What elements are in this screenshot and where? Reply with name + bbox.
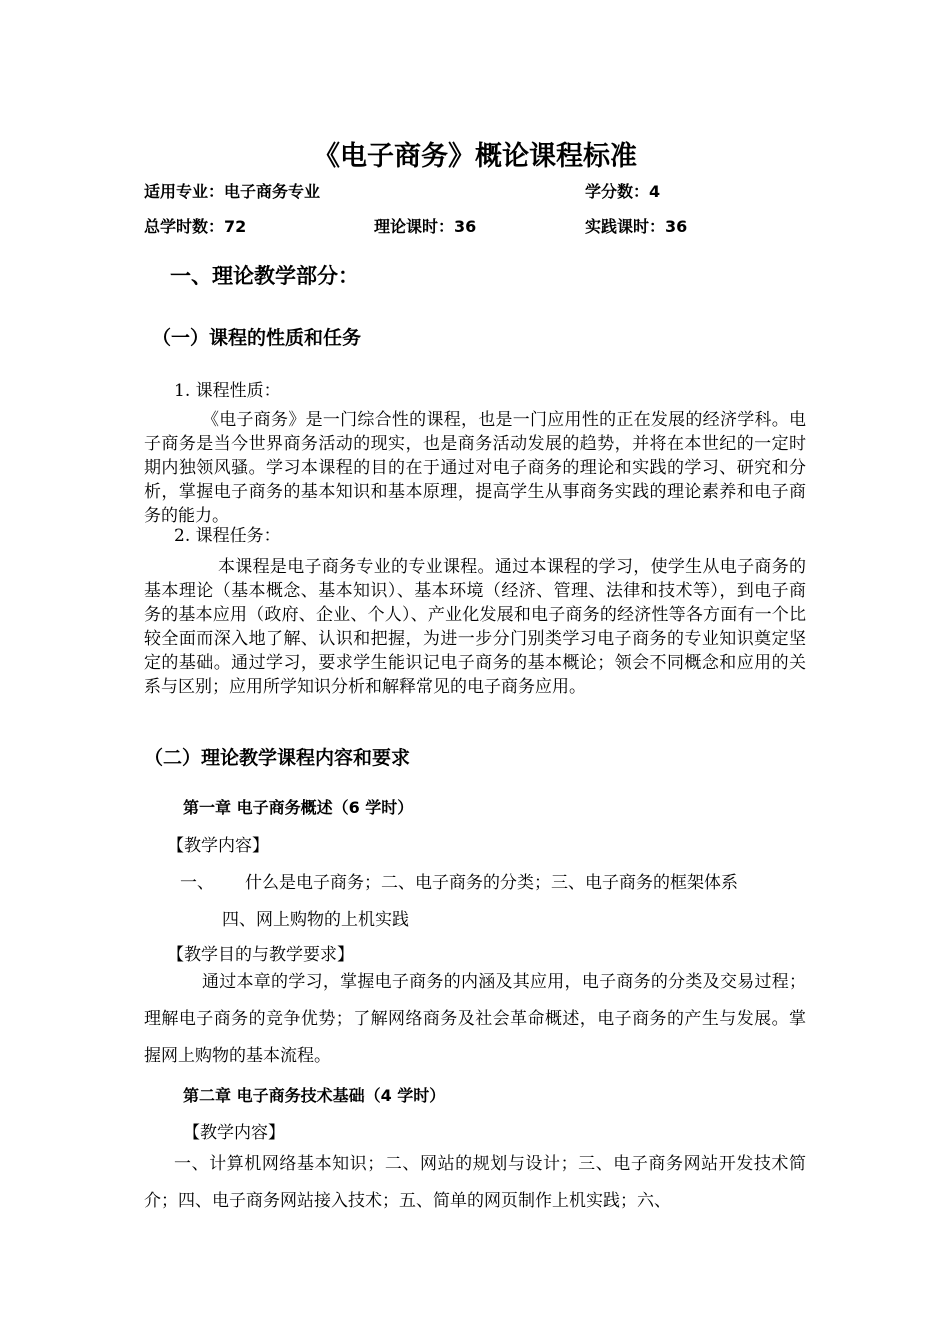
chapter1-content-label: 【教学内容】 [167,836,269,856]
chapter2-title: 第二章 电子商务技术基础（4 学时） [183,1086,446,1105]
item-label-nature: 1. 课程性质： [174,381,281,401]
section-heading-theory: 一、理论教学部分： [170,264,359,288]
chapter1-title: 第一章 电子商务概述（6 学时） [183,798,414,817]
chapter2-content-label: 【教学内容】 [183,1123,285,1143]
item-label-task: 2. 课程任务： [174,526,281,546]
chapter1-content-line2: 四、网上购物的上机实践 [222,910,409,930]
theory-hours: 理论课时：36 [374,217,477,236]
chapter1-goals-label: 【教学目的与教学要求】 [167,945,354,965]
practice-hours: 实践课时：36 [585,217,688,236]
total-hours: 总学时数：72 [144,217,247,236]
chapter2-content-paragraph: 一、计算机网络基本知识；二、网站的规划与设计；三、电子商务网站开发技术简介；四、电子商务网站接入技术；五、简单的网页制作上机实践；六、 [144,1154,806,1211]
subsection-heading-content: （二）理论教学课程内容和要求 [144,747,411,769]
paragraph-task: 本课程是电子商务专业的专业课程。通过本课程的学习，使学生从电子商务的基本理论（基本概念、基本知识）、基本环境（经济、管理、法律和技术等），到电子商务的基本应用（政府、企业、个人）、产业化发展和电子商务的经济性等各方面有一个比较全面而深入地了解、认识和把握，为进一步分门别类学习电子商务的专业知识奠定坚定的基础。通过学习，要求学生能识记电子商务的基本概论；领会不同概念和应用的关系与区别；应用所学知识分析和解释常见的电子商务应用。 [144,557,806,697]
document-title: 《电子商务》概论课程标准 [313,141,637,172]
subsection-heading-nature: （一）课程的性质和任务 [152,327,362,349]
chapter1-content-number: 一、 [180,873,214,893]
chapter1-goals-paragraph: 通过本章的学习，掌握电子商务的内涵及其应用，电子商务的分类及交易过程；理解电子商务的竞争优势；了解网络商务及社会革命概述，电子商务的产生与发展。掌握网上购物的基本流程。 [144,972,806,1066]
chapter1-content-line1: 什么是电子商务；二、电子商务的分类；三、电子商务的框架体系 [245,873,738,893]
credits: 学分数：4 [585,182,661,201]
paragraph-nature: 《电子商务》是一门综合性的课程，也是一门应用性的正在发展的经济学科。电子商务是当今世界商务活动的现实，也是商务活动发展的趋势，并将在本世纪的一定时期内独领风骚。学习本课程的目的在于通过对电子商务的理论和实践的学习、研究和分析，掌握电子商务的基本知识和基本原理，提高学生从事商务实践的理论素养和电子商务的能力。 [144,410,806,526]
applicable-major: 适用专业：电子商务专业 [144,182,321,201]
